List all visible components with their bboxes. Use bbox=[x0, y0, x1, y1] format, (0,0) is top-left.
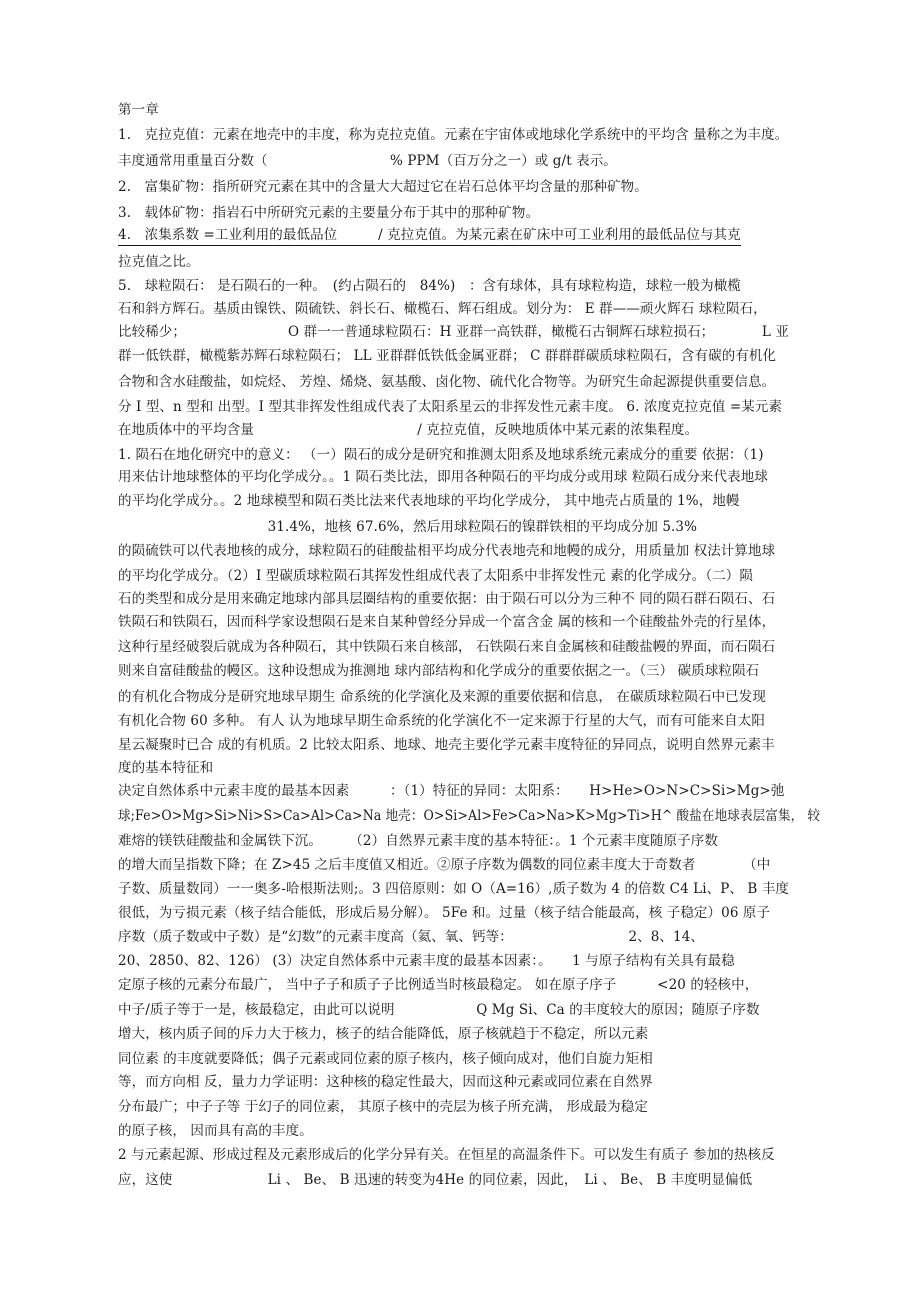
text-line: 用来估计地球整体的平均化学成分。。1 陨石类比法，即用各种陨石的平均成分或用球 粒陨石成分来代表地球 bbox=[118, 469, 768, 485]
text-line: 度的基本特征和 bbox=[118, 760, 214, 776]
text-line: 很低，为亏损元素（核子结合能低，形成后易分解）。 5Fe 和。过量（核子结合能最高，核 子稳定）06 原子 bbox=[118, 905, 771, 921]
text-line: 增大，核内质子间的斥力大于核力，核子的结合能降低，原子核就趋于不稳定，所以元素 bbox=[118, 1026, 649, 1042]
text-line: 1. 陨石在地化研究中的意义： （一）陨石的成分是研究和推测太阳系及地球系统元素成分的重要 依据：（1) bbox=[118, 447, 764, 463]
text-line: 球;Fe>O>Mg>Si>Ni>S>Ca>Al>Ca>Na 地壳：O>Si>Al>Fe>Ca>Na>K>Mg>Ti>H^ 酸盐在地球表层富集， 较 bbox=[118, 808, 821, 824]
text-line: 的陨硫铁可以代表地核的成分，球粒陨石的硅酸盐相平均成分代表地壳和地幔的成分，用质量加 权法计算地球 bbox=[118, 543, 776, 559]
text-line: 则来自富硅酸盐的幔区。这种设想成为推测地 球内部结构和化学成分的重要依据之一。（三） 碳质球粒陨石 bbox=[118, 663, 760, 679]
text-line: 3. 载体矿物：指岩石中所研究元素的主要量分布于其中的那种矿物。 bbox=[118, 205, 540, 221]
text-line: 难熔的镁铁硅酸盐和金属铁下沉。 （2）自然界元素丰度的基本特征：。1 个元素丰度随原子序数 bbox=[118, 833, 718, 849]
text-line: 20、2850、82、126） (3）决定自然体系中元素丰度的最基本因素：。 1 与原子结构有关具有最稳 bbox=[118, 953, 735, 969]
text-line: 丰度通常用重量百分数（ % PPM（百万分之一）或 g/t 表示。 bbox=[118, 153, 617, 169]
text-line: 群一低铁群，橄榄紫苏辉石球粒陨石； LL 亚群群低铁低金属亚群； C 群群群碳质球粒陨石，含有碳的有机化 bbox=[118, 348, 777, 364]
text-line: 的原子核， 因而具有高的丰度。 bbox=[118, 1123, 313, 1139]
text-line: 星云凝聚时已合 成的有机质。2 比较太阳系、地球、地壳主要化学元素丰度特征的异同点，说明自然界元素丰 bbox=[118, 737, 775, 753]
text-line: 序数（质子数或中子数）是“幻数”的元素丰度高（氦、氧、钙等： 2、8、14、 bbox=[118, 929, 705, 945]
text-line: 合物和含水硅酸盐，如烷烃、 芳煌、烯烧、氨基酸、卤化物、硫代化合物等。为研究生命起源提供重要信息。 bbox=[118, 374, 776, 390]
text-line: 子数、质量数同）一一奥多-哈根斯法则;。3 四倍原则：如 O（A=16）,质子数为 4 的倍数 C4 Li、P、 B 丰度 bbox=[118, 881, 790, 897]
text-line: 比较稀少； O 群一一普通球粒陨石：H 亚群一高铁群，橄榄石古铜辉石球粒损石； L 亚 bbox=[118, 324, 789, 340]
text-line: 决定自然体系中元素丰度的最基本因素 ：（1）特征的异同：太阳系： H>He>O>N>C>Si>Mg>弛 bbox=[118, 783, 785, 799]
text-line: 石的类型和成分是用来确定地球内部具层圈结构的重要依据：由于陨石可以分为三种不 同的陨石群石陨石、石 bbox=[118, 591, 776, 607]
text-line: 石和斜方辉石。基质由镍铁、陨硫铁、斜长石、橄榄石、辉石组成。划分为： E 群——顽火辉石 球粒陨石， bbox=[118, 301, 767, 317]
text-line: 的增大而呈指数下降；在 Z>45 之后丰度值又相近。②原子序数为偶数的同位素丰度大于奇数者 （中 bbox=[118, 857, 771, 873]
text-line: 4. 浓集系数 =工业利用的最低品位 / 克拉克值。为某元素在矿床中可工业利用的最低品位与其克 bbox=[118, 225, 741, 246]
text-line: 铁陨石和铁陨石，因而科学家设想陨石是来自某种曾经分异成一个富含金 属的核和一个硅酸盐外壳的行星体， bbox=[118, 614, 776, 630]
text-line: 分 I 型、n 型和 出型。I 型其非挥发性组成代表了太阳系星云的非挥发性元素丰度。 6. 浓度克拉克值 =某元素 bbox=[118, 399, 783, 415]
text-line: 2. 富集矿物：指所研究元素在其中的含量大大超过它在岩石总体平均含量的那种矿物。 bbox=[118, 179, 648, 195]
text-line: 31.4%，地核 67.6%，然后用球粒陨石的镍群铁相的平均成分加 5.3% bbox=[118, 519, 698, 535]
text-line: 5. 球粒陨石： 是石陨石的一种。 (约占陨石的 84%) ：含有球体，具有球粒构造，球粒一般为橄榄 bbox=[118, 278, 741, 294]
text-line: 的有机化合物成分是研究地球早期生 命系统的化学演化及来源的重要依据和信息， 在碳质球粒陨石中已发现 bbox=[118, 689, 766, 705]
text-line: 有机化合物 60 多种。 有人 认为地球早期生命系统的化学演化不一定来源于行星的大气，而有可能来自太阳 bbox=[118, 713, 765, 729]
text-line: 分布最广；中子子等 于幻子的同位素， 其原子核中的壳层为核子所充满， 形成最为稳定 bbox=[118, 1099, 648, 1115]
text-line: 等，而方向相 反，量力力学证明：这种核的稳定性最大，因而这种元素或同位素在自然界 bbox=[118, 1074, 653, 1090]
chapter-heading: 第一章 bbox=[118, 102, 159, 118]
text-line: 中子/质子等于一是，核最稳定，由此可以说明 Q Mg Si、Ca 的丰度较大的原因；随原子序数 bbox=[118, 1002, 760, 1018]
text-line: 应，这使 Li 、 Be、 B 迅速的转变为4He 的同位素，因此， Li 、 Be、 B 丰度明显偏低 bbox=[118, 1172, 753, 1188]
text-line: 同位素 的丰度就要降低；偶子元素或同位素的原子核内，核子倾向成对，他们自旋力矩相 bbox=[118, 1051, 653, 1067]
text-line: 在地质体中的平均含量 / 克拉克值，反映地质体中某元素的浓集程度。 bbox=[118, 422, 699, 438]
text-line: 1. 克拉克值：元素在地壳中的丰度，称为克拉克值。元素在宇宙体或地球化学系统中的平均含 量称之为丰度。 bbox=[118, 127, 789, 143]
text-line: 2 与元素起源、形成过程及元素形成后的化学分异有关。在恒星的高温条件下。可以发生有质子 参加的热核反 bbox=[118, 1147, 775, 1163]
text-line: 拉克值之比。 bbox=[118, 254, 200, 270]
text-line: 定原子核的元素分布最广， 当中子子和质子子比例适当时核最稳定。 如在原子序子 <20 的轻核中， bbox=[118, 977, 759, 993]
text-line: 的平均化学成分。。2 地球模型和陨石类比法来代表地球的平均化学成分， 其中地壳占质量的 1%，地幔 bbox=[118, 493, 740, 509]
text-line: 这种行星经破裂后就成为各种陨石，其中铁陨石来自核部， 石铁陨石来自金属核和硅酸盐幔的界面，而石陨石 bbox=[118, 639, 776, 655]
text-line: 的平均化学成分。（2）I 型碳质球粒陨石其挥发性组成代表了太阳系中非挥发性元 素的化学成分。（二）陨 bbox=[118, 568, 754, 584]
